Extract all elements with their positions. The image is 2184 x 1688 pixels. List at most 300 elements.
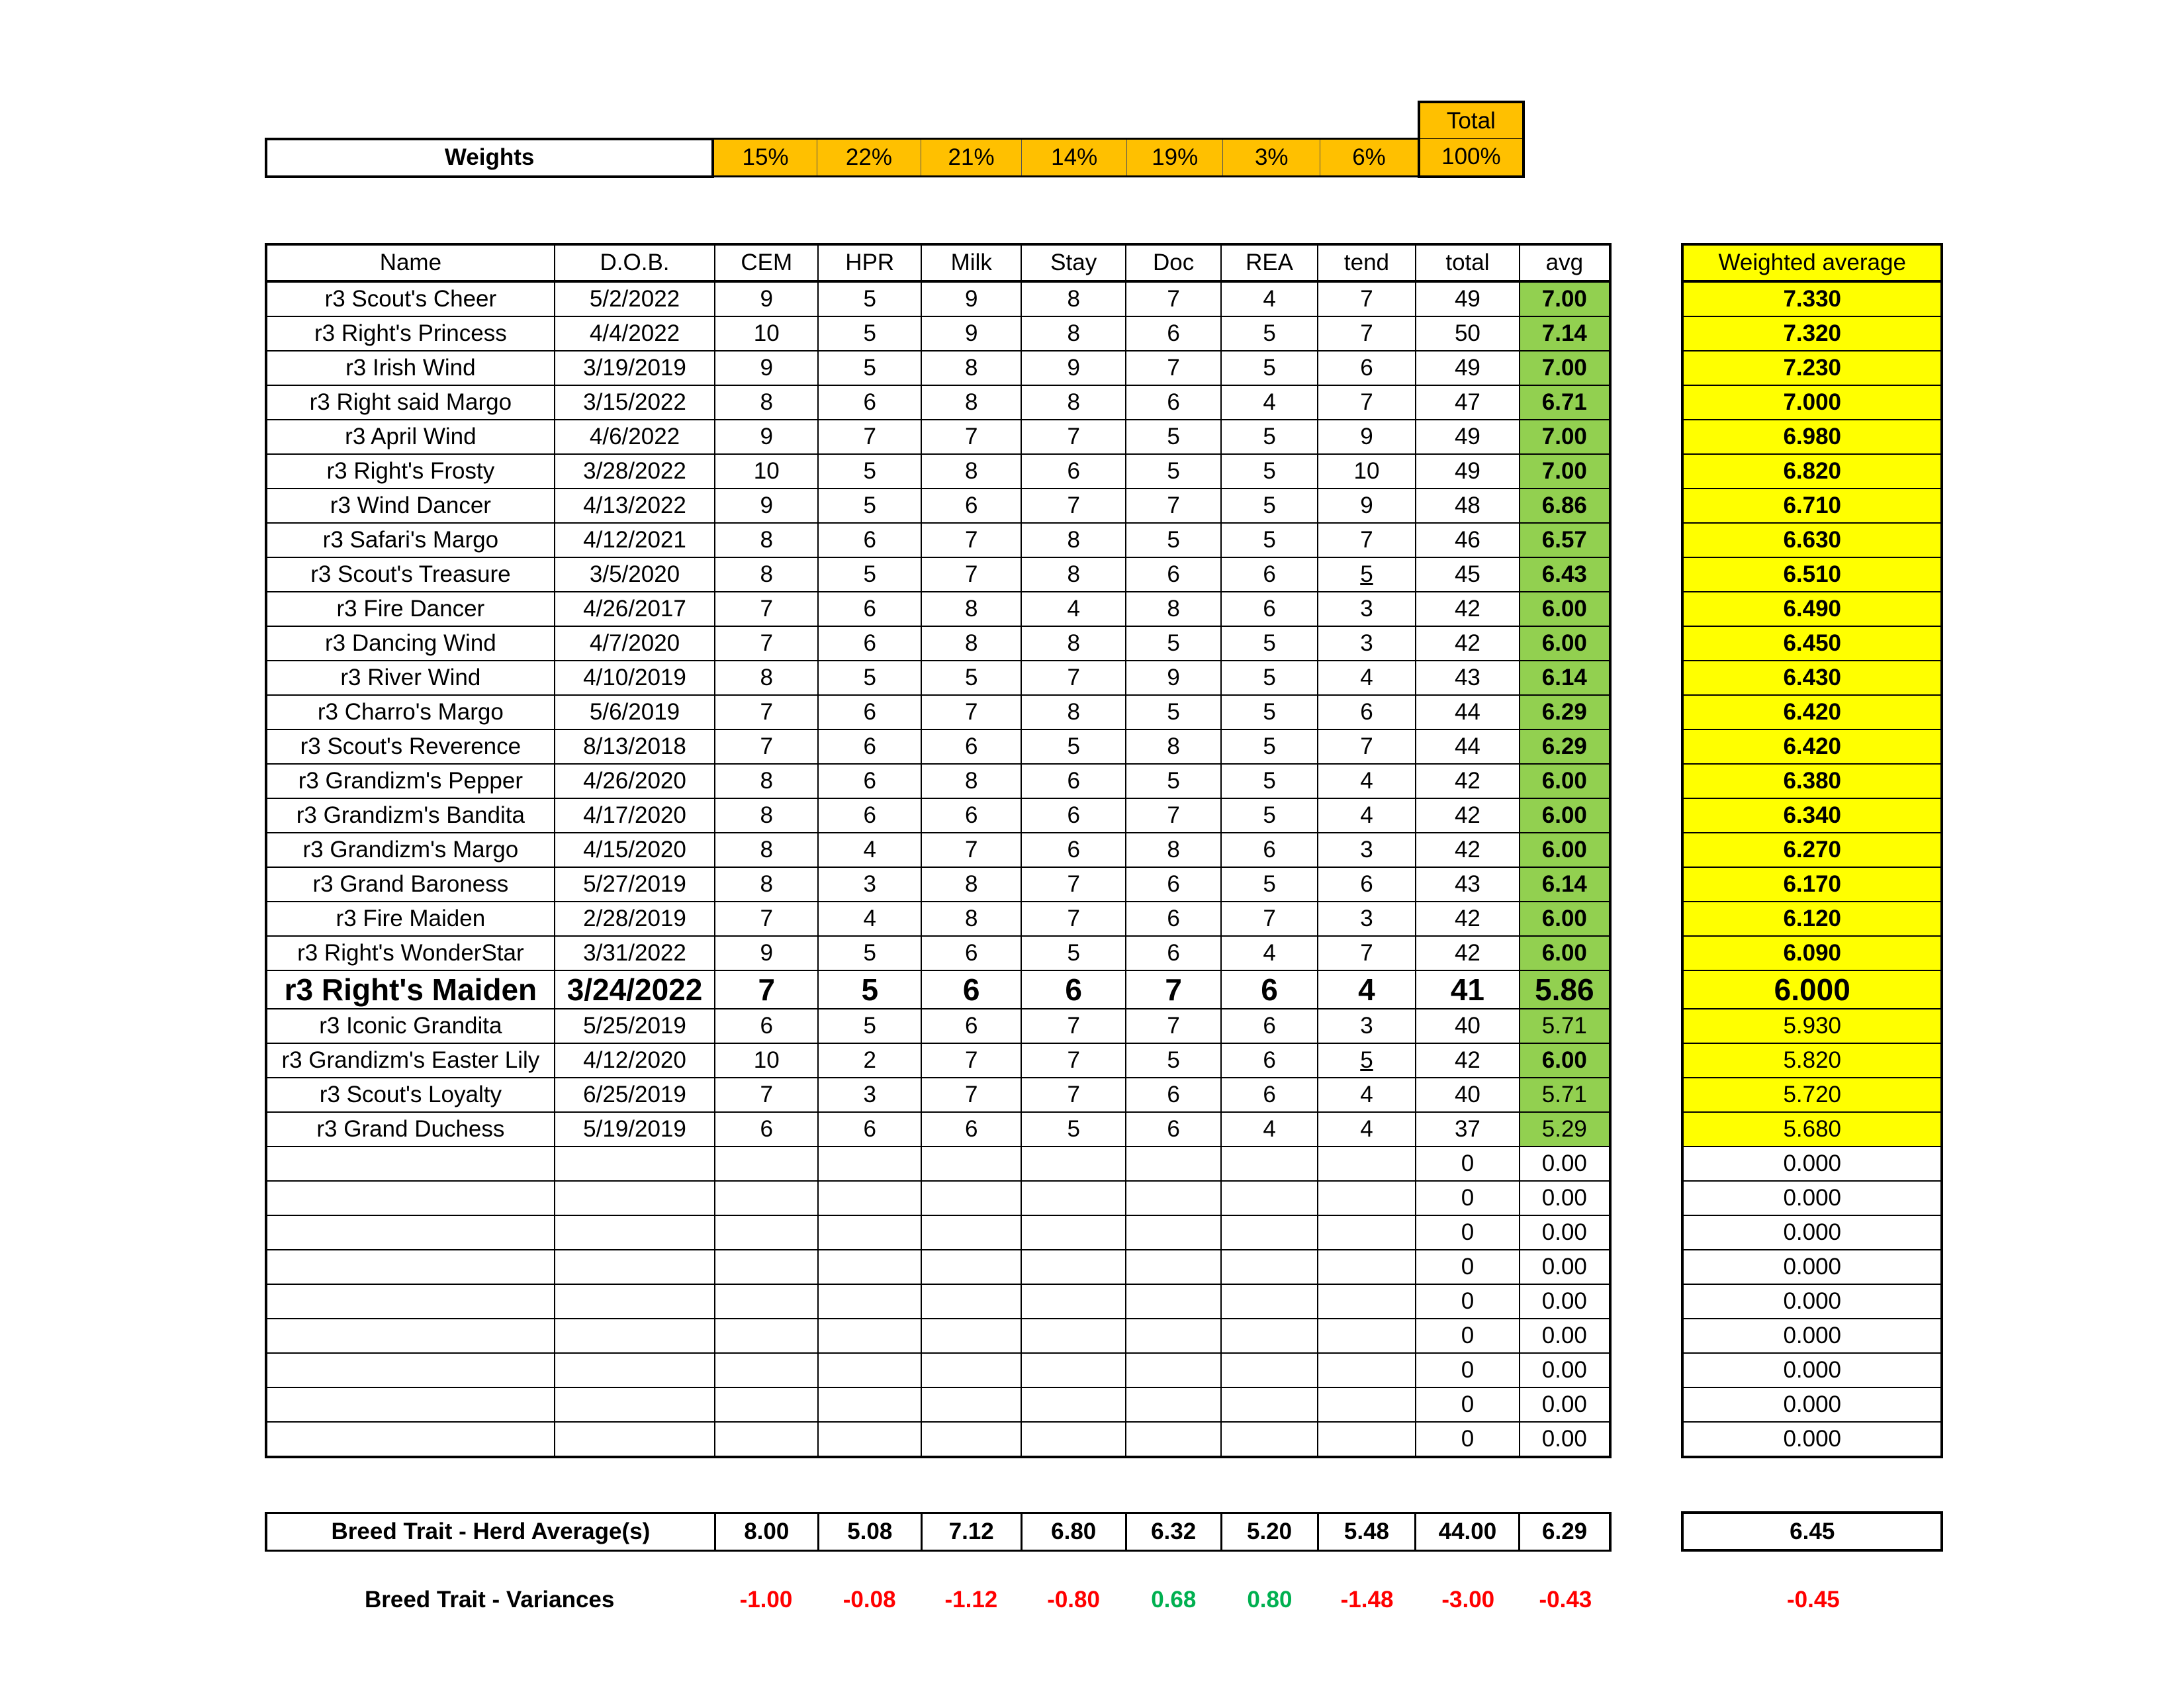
cell-cem[interactable]: 9 <box>715 351 818 385</box>
cell-stay[interactable]: 6 <box>1021 798 1126 833</box>
cell-milk[interactable]: 7 <box>921 1043 1021 1078</box>
cell-hpr[interactable]: 5 <box>818 936 921 970</box>
cell-milk[interactable]: 9 <box>921 281 1021 316</box>
cell-milk[interactable]: 7 <box>921 695 1021 729</box>
cell-rea[interactable]: 6 <box>1221 592 1318 626</box>
cell-doc[interactable]: 5 <box>1126 454 1221 489</box>
cell-dob[interactable] <box>555 1319 715 1353</box>
cell-weighted-average[interactable]: 0.000 <box>1682 1147 1942 1181</box>
cell-hpr[interactable]: 6 <box>818 626 921 661</box>
cell-total[interactable]: 43 <box>1416 661 1520 695</box>
cell-milk[interactable] <box>921 1387 1021 1422</box>
cell-hpr[interactable] <box>818 1147 921 1181</box>
cell-total[interactable]: 42 <box>1416 592 1520 626</box>
cell-total[interactable]: 45 <box>1416 557 1520 592</box>
cell-doc[interactable]: 8 <box>1126 833 1221 867</box>
cell-hpr[interactable]: 5 <box>818 489 921 523</box>
cell-avg[interactable]: 0.00 <box>1520 1284 1610 1319</box>
cell-avg[interactable]: 0.00 <box>1520 1422 1610 1457</box>
cell-doc[interactable] <box>1126 1284 1221 1319</box>
cell-stay[interactable]: 8 <box>1021 385 1126 420</box>
cell-name[interactable]: r3 Right said Margo <box>266 385 555 420</box>
cell-rea[interactable]: 6 <box>1221 1009 1318 1043</box>
cell-cem[interactable]: 7 <box>715 902 818 936</box>
cell-doc[interactable]: 7 <box>1126 1009 1221 1043</box>
cell-cem[interactable]: 10 <box>715 454 818 489</box>
cell-name[interactable] <box>266 1250 555 1284</box>
cell-tend[interactable] <box>1318 1181 1416 1215</box>
cell-stay[interactable]: 8 <box>1021 316 1126 351</box>
cell-weighted-average[interactable]: 5.820 <box>1682 1043 1942 1078</box>
cell-avg[interactable]: 6.00 <box>1520 902 1610 936</box>
cell-hpr[interactable]: 5 <box>818 351 921 385</box>
cell-tend[interactable]: 7 <box>1318 936 1416 970</box>
cell-stay[interactable] <box>1021 1422 1126 1457</box>
cell-avg[interactable]: 7.00 <box>1520 351 1610 385</box>
cell-hpr[interactable]: 6 <box>818 592 921 626</box>
cell-rea[interactable]: 6 <box>1221 970 1318 1009</box>
cell-dob[interactable]: 3/31/2022 <box>555 936 715 970</box>
cell-rea[interactable]: 4 <box>1221 281 1318 316</box>
cell-name[interactable] <box>266 1353 555 1387</box>
cell-avg[interactable]: 5.29 <box>1520 1112 1610 1147</box>
cell-milk[interactable]: 8 <box>921 626 1021 661</box>
cell-doc[interactable]: 6 <box>1126 936 1221 970</box>
cell-cem[interactable]: 8 <box>715 557 818 592</box>
cell-avg[interactable]: 7.00 <box>1520 420 1610 454</box>
cell-avg[interactable]: 6.00 <box>1520 626 1610 661</box>
cell-doc[interactable] <box>1126 1147 1221 1181</box>
cell-rea[interactable]: 7 <box>1221 902 1318 936</box>
cell-tend[interactable] <box>1318 1147 1416 1181</box>
cell-avg[interactable]: 7.14 <box>1520 316 1610 351</box>
cell-rea[interactable]: 5 <box>1221 420 1318 454</box>
cell-hpr[interactable]: 5 <box>818 454 921 489</box>
cell-hpr[interactable] <box>818 1250 921 1284</box>
cell-name[interactable]: r3 Iconic Grandita <box>266 1009 555 1043</box>
cell-tend[interactable] <box>1318 1353 1416 1387</box>
cell-doc[interactable]: 6 <box>1126 557 1221 592</box>
cell-weighted-average[interactable]: 6.630 <box>1682 523 1942 557</box>
cell-name[interactable]: r3 Scout's Reverence <box>266 729 555 764</box>
cell-stay[interactable]: 6 <box>1021 454 1126 489</box>
cell-total[interactable]: 48 <box>1416 489 1520 523</box>
cell-total[interactable]: 0 <box>1416 1284 1520 1319</box>
weight-hpr[interactable]: 22% <box>817 139 921 177</box>
cell-avg[interactable]: 6.14 <box>1520 661 1610 695</box>
cell-weighted-average[interactable]: 7.320 <box>1682 316 1942 351</box>
cell-rea[interactable] <box>1221 1284 1318 1319</box>
cell-milk[interactable]: 6 <box>921 1112 1021 1147</box>
cell-dob[interactable] <box>555 1422 715 1457</box>
cell-cem[interactable]: 8 <box>715 385 818 420</box>
cell-weighted-average[interactable]: 6.340 <box>1682 798 1942 833</box>
cell-hpr[interactable] <box>818 1319 921 1353</box>
cell-weighted-average[interactable]: 0.000 <box>1682 1215 1942 1250</box>
cell-avg[interactable]: 6.29 <box>1520 695 1610 729</box>
cell-tend[interactable] <box>1318 557 1416 592</box>
cell-rea[interactable]: 6 <box>1221 833 1318 867</box>
cell-doc[interactable]: 8 <box>1126 592 1221 626</box>
cell-tend[interactable] <box>1318 1043 1416 1078</box>
cell-name[interactable]: r3 Charro's Margo <box>266 695 555 729</box>
cell-name[interactable] <box>266 1422 555 1457</box>
cell-cem[interactable]: 6 <box>715 1112 818 1147</box>
cell-rea[interactable]: 5 <box>1221 351 1318 385</box>
cell-dob[interactable]: 2/28/2019 <box>555 902 715 936</box>
cell-hpr[interactable]: 6 <box>818 1112 921 1147</box>
weight-tend[interactable]: 6% <box>1320 139 1419 177</box>
cell-tend[interactable]: 6 <box>1318 867 1416 902</box>
cell-stay[interactable] <box>1021 1147 1126 1181</box>
cell-doc[interactable]: 7 <box>1126 281 1221 316</box>
cell-rea[interactable]: 5 <box>1221 661 1318 695</box>
cell-cem[interactable] <box>715 1147 818 1181</box>
cell-cem[interactable] <box>715 1422 818 1457</box>
cell-hpr[interactable] <box>818 1284 921 1319</box>
cell-milk[interactable] <box>921 1319 1021 1353</box>
cell-doc[interactable]: 7 <box>1126 351 1221 385</box>
cell-cem[interactable] <box>715 1353 818 1387</box>
cell-rea[interactable]: 5 <box>1221 454 1318 489</box>
cell-avg[interactable]: 6.57 <box>1520 523 1610 557</box>
cell-cem[interactable]: 10 <box>715 316 818 351</box>
cell-doc[interactable]: 6 <box>1126 1112 1221 1147</box>
cell-dob[interactable]: 4/12/2021 <box>555 523 715 557</box>
cell-avg[interactable]: 6.14 <box>1520 867 1610 902</box>
cell-cem[interactable]: 9 <box>715 489 818 523</box>
cell-cem[interactable]: 7 <box>715 1078 818 1112</box>
cell-hpr[interactable]: 4 <box>818 902 921 936</box>
cell-weighted-average[interactable]: 0.000 <box>1682 1422 1942 1457</box>
cell-total[interactable]: 42 <box>1416 764 1520 798</box>
cell-total[interactable]: 37 <box>1416 1112 1520 1147</box>
cell-avg[interactable]: 0.00 <box>1520 1319 1610 1353</box>
cell-milk[interactable]: 6 <box>921 970 1021 1009</box>
weight-milk[interactable]: 21% <box>921 139 1022 177</box>
cell-milk[interactable] <box>921 1353 1021 1387</box>
cell-name[interactable]: r3 Grand Baroness <box>266 867 555 902</box>
cell-rea[interactable]: 4 <box>1221 1112 1318 1147</box>
cell-tend[interactable]: 4 <box>1318 1078 1416 1112</box>
cell-doc[interactable] <box>1126 1250 1221 1284</box>
cell-weighted-average[interactable]: 6.420 <box>1682 729 1942 764</box>
cell-dob[interactable]: 4/17/2020 <box>555 798 715 833</box>
cell-dob[interactable]: 3/15/2022 <box>555 385 715 420</box>
cell-rea[interactable] <box>1221 1147 1318 1181</box>
cell-stay[interactable]: 6 <box>1021 764 1126 798</box>
cell-tend[interactable]: 6 <box>1318 695 1416 729</box>
cell-milk[interactable]: 6 <box>921 936 1021 970</box>
cell-tend[interactable] <box>1318 1215 1416 1250</box>
cell-name[interactable] <box>266 1215 555 1250</box>
cell-doc[interactable] <box>1126 1181 1221 1215</box>
cell-weighted-average[interactable]: 0.000 <box>1682 1319 1942 1353</box>
cell-weighted-average[interactable]: 6.710 <box>1682 489 1942 523</box>
cell-name[interactable]: r3 Grandizm's Easter Lily <box>266 1043 555 1078</box>
cell-hpr[interactable]: 5 <box>818 316 921 351</box>
cell-rea[interactable] <box>1221 1422 1318 1457</box>
cell-stay[interactable] <box>1021 1284 1126 1319</box>
cell-tend[interactable]: 3 <box>1318 833 1416 867</box>
cell-dob[interactable]: 3/5/2020 <box>555 557 715 592</box>
cell-hpr[interactable]: 6 <box>818 729 921 764</box>
cell-avg[interactable]: 6.00 <box>1520 764 1610 798</box>
cell-name[interactable]: r3 Fire Dancer <box>266 592 555 626</box>
cell-milk[interactable]: 8 <box>921 764 1021 798</box>
cell-name[interactable]: r3 Safari's Margo <box>266 523 555 557</box>
cell-name[interactable] <box>266 1284 555 1319</box>
cell-stay[interactable] <box>1021 1353 1126 1387</box>
cell-cem[interactable] <box>715 1215 818 1250</box>
cell-weighted-average[interactable]: 6.090 <box>1682 936 1942 970</box>
cell-name[interactable]: r3 Scout's Treasure <box>266 557 555 592</box>
cell-tend[interactable]: 4 <box>1318 798 1416 833</box>
cell-milk[interactable]: 5 <box>921 661 1021 695</box>
cell-milk[interactable]: 6 <box>921 1009 1021 1043</box>
cell-stay[interactable]: 8 <box>1021 695 1126 729</box>
cell-name[interactable]: r3 Grandizm's Bandita <box>266 798 555 833</box>
cell-dob[interactable]: 4/15/2020 <box>555 833 715 867</box>
cell-total[interactable]: 0 <box>1416 1147 1520 1181</box>
cell-avg[interactable]: 6.43 <box>1520 557 1610 592</box>
cell-tend[interactable]: 3 <box>1318 902 1416 936</box>
cell-tend[interactable]: 9 <box>1318 420 1416 454</box>
cell-rea[interactable]: 4 <box>1221 936 1318 970</box>
cell-milk[interactable]: 8 <box>921 454 1021 489</box>
cell-total[interactable]: 44 <box>1416 695 1520 729</box>
cell-total[interactable]: 0 <box>1416 1353 1520 1387</box>
cell-weighted-average[interactable]: 0.000 <box>1682 1250 1942 1284</box>
cell-rea[interactable]: 5 <box>1221 695 1318 729</box>
cell-total[interactable]: 40 <box>1416 1009 1520 1043</box>
cell-total[interactable]: 42 <box>1416 936 1520 970</box>
cell-cem[interactable]: 8 <box>715 764 818 798</box>
cell-milk[interactable]: 8 <box>921 592 1021 626</box>
cell-rea[interactable] <box>1221 1319 1318 1353</box>
cell-total[interactable]: 49 <box>1416 420 1520 454</box>
cell-hpr[interactable]: 6 <box>818 798 921 833</box>
cell-cem[interactable]: 9 <box>715 281 818 316</box>
cell-hpr[interactable]: 6 <box>818 523 921 557</box>
cell-doc[interactable]: 6 <box>1126 316 1221 351</box>
cell-dob[interactable]: 4/10/2019 <box>555 661 715 695</box>
cell-avg[interactable]: 6.00 <box>1520 936 1610 970</box>
cell-name[interactable]: r3 Grandizm's Pepper <box>266 764 555 798</box>
cell-dob[interactable]: 3/24/2022 <box>555 970 715 1009</box>
cell-tend[interactable]: 9 <box>1318 489 1416 523</box>
cell-milk[interactable] <box>921 1147 1021 1181</box>
cell-name[interactable] <box>266 1147 555 1181</box>
cell-hpr[interactable]: 3 <box>818 867 921 902</box>
cell-cem[interactable]: 9 <box>715 936 818 970</box>
cell-dob[interactable]: 3/28/2022 <box>555 454 715 489</box>
cell-tend[interactable]: 6 <box>1318 351 1416 385</box>
cell-rea[interactable]: 5 <box>1221 764 1318 798</box>
cell-weighted-average[interactable]: 6.820 <box>1682 454 1942 489</box>
cell-name[interactable]: r3 Right's Princess <box>266 316 555 351</box>
cell-avg[interactable]: 0.00 <box>1520 1215 1610 1250</box>
cell-cem[interactable]: 7 <box>715 592 818 626</box>
cell-avg[interactable]: 6.00 <box>1520 798 1610 833</box>
cell-tend[interactable]: 4 <box>1318 970 1416 1009</box>
cell-cem[interactable]: 8 <box>715 867 818 902</box>
cell-milk[interactable]: 8 <box>921 385 1021 420</box>
cell-avg[interactable]: 5.71 <box>1520 1009 1610 1043</box>
cell-avg[interactable]: 6.00 <box>1520 592 1610 626</box>
cell-name[interactable]: r3 Fire Maiden <box>266 902 555 936</box>
cell-name[interactable]: r3 River Wind <box>266 661 555 695</box>
cell-weighted-average[interactable]: 0.000 <box>1682 1353 1942 1387</box>
cell-rea[interactable]: 5 <box>1221 523 1318 557</box>
cell-total[interactable]: 42 <box>1416 626 1520 661</box>
cell-name[interactable]: r3 Right's Frosty <box>266 454 555 489</box>
cell-avg[interactable]: 0.00 <box>1520 1147 1610 1181</box>
cell-doc[interactable]: 6 <box>1126 902 1221 936</box>
cell-milk[interactable]: 6 <box>921 489 1021 523</box>
cell-weighted-average[interactable]: 5.930 <box>1682 1009 1942 1043</box>
cell-hpr[interactable]: 5 <box>818 281 921 316</box>
weight-rea[interactable]: 3% <box>1223 139 1320 177</box>
cell-avg[interactable]: 6.00 <box>1520 833 1610 867</box>
cell-cem[interactable]: 8 <box>715 523 818 557</box>
cell-total[interactable]: 0 <box>1416 1319 1520 1353</box>
cell-milk[interactable]: 6 <box>921 729 1021 764</box>
cell-rea[interactable]: 5 <box>1221 626 1318 661</box>
cell-weighted-average[interactable]: 6.170 <box>1682 867 1942 902</box>
cell-rea[interactable]: 5 <box>1221 489 1318 523</box>
cell-hpr[interactable]: 6 <box>818 695 921 729</box>
cell-name[interactable]: r3 Right's Maiden <box>266 970 555 1009</box>
cell-doc[interactable] <box>1126 1319 1221 1353</box>
cell-cem[interactable]: 9 <box>715 420 818 454</box>
cell-weighted-average[interactable]: 6.380 <box>1682 764 1942 798</box>
cell-hpr[interactable]: 6 <box>818 385 921 420</box>
cell-rea[interactable]: 6 <box>1221 557 1318 592</box>
cell-milk[interactable]: 8 <box>921 867 1021 902</box>
cell-dob[interactable]: 5/25/2019 <box>555 1009 715 1043</box>
cell-tend[interactable]: 7 <box>1318 316 1416 351</box>
cell-milk[interactable] <box>921 1250 1021 1284</box>
cell-milk[interactable]: 7 <box>921 1078 1021 1112</box>
cell-doc[interactable] <box>1126 1387 1221 1422</box>
cell-total[interactable]: 47 <box>1416 385 1520 420</box>
cell-stay[interactable]: 9 <box>1021 351 1126 385</box>
cell-name[interactable]: r3 Grand Duchess <box>266 1112 555 1147</box>
cell-cem[interactable]: 7 <box>715 626 818 661</box>
cell-doc[interactable]: 5 <box>1126 695 1221 729</box>
cell-doc[interactable]: 5 <box>1126 1043 1221 1078</box>
cell-dob[interactable]: 3/19/2019 <box>555 351 715 385</box>
cell-avg[interactable]: 7.00 <box>1520 454 1610 489</box>
cell-stay[interactable]: 7 <box>1021 1009 1126 1043</box>
cell-avg[interactable]: 0.00 <box>1520 1181 1610 1215</box>
cell-dob[interactable]: 4/6/2022 <box>555 420 715 454</box>
cell-cem[interactable]: 6 <box>715 1009 818 1043</box>
cell-cem[interactable] <box>715 1319 818 1353</box>
cell-total[interactable]: 49 <box>1416 454 1520 489</box>
cell-milk[interactable]: 7 <box>921 833 1021 867</box>
cell-dob[interactable] <box>555 1147 715 1181</box>
cell-hpr[interactable] <box>818 1422 921 1457</box>
cell-hpr[interactable]: 6 <box>818 764 921 798</box>
cell-cem[interactable] <box>715 1181 818 1215</box>
cell-stay[interactable]: 7 <box>1021 420 1126 454</box>
cell-tend[interactable]: 10 <box>1318 454 1416 489</box>
cell-stay[interactable]: 7 <box>1021 902 1126 936</box>
cell-stay[interactable]: 5 <box>1021 1112 1126 1147</box>
cell-dob[interactable] <box>555 1250 715 1284</box>
cell-hpr[interactable]: 5 <box>818 661 921 695</box>
cell-tend[interactable]: 7 <box>1318 523 1416 557</box>
cell-dob[interactable] <box>555 1215 715 1250</box>
cell-avg[interactable]: 5.86 <box>1520 970 1610 1009</box>
cell-doc[interactable]: 6 <box>1126 867 1221 902</box>
cell-milk[interactable] <box>921 1284 1021 1319</box>
cell-hpr[interactable]: 5 <box>818 970 921 1009</box>
cell-tend[interactable]: 3 <box>1318 592 1416 626</box>
cell-rea[interactable] <box>1221 1181 1318 1215</box>
cell-cem[interactable] <box>715 1284 818 1319</box>
cell-cem[interactable]: 8 <box>715 798 818 833</box>
cell-rea[interactable]: 5 <box>1221 316 1318 351</box>
cell-name[interactable]: r3 Dancing Wind <box>266 626 555 661</box>
cell-milk[interactable]: 7 <box>921 557 1021 592</box>
cell-hpr[interactable]: 5 <box>818 557 921 592</box>
cell-total[interactable]: 0 <box>1416 1215 1520 1250</box>
cell-dob[interactable]: 4/7/2020 <box>555 626 715 661</box>
cell-total[interactable]: 0 <box>1416 1250 1520 1284</box>
cell-doc[interactable]: 5 <box>1126 523 1221 557</box>
cell-cem[interactable] <box>715 1250 818 1284</box>
cell-stay[interactable] <box>1021 1319 1126 1353</box>
cell-doc[interactable]: 9 <box>1126 661 1221 695</box>
cell-total[interactable]: 0 <box>1416 1422 1520 1457</box>
cell-dob[interactable]: 5/2/2022 <box>555 281 715 316</box>
cell-tend[interactable]: 7 <box>1318 385 1416 420</box>
cell-milk[interactable] <box>921 1181 1021 1215</box>
cell-stay[interactable]: 4 <box>1021 592 1126 626</box>
cell-weighted-average[interactable]: 5.680 <box>1682 1112 1942 1147</box>
cell-weighted-average[interactable]: 7.230 <box>1682 351 1942 385</box>
cell-tend[interactable]: 7 <box>1318 729 1416 764</box>
cell-dob[interactable]: 4/12/2020 <box>555 1043 715 1078</box>
cell-dob[interactable]: 4/26/2017 <box>555 592 715 626</box>
cell-doc[interactable]: 5 <box>1126 626 1221 661</box>
cell-weighted-average[interactable]: 5.720 <box>1682 1078 1942 1112</box>
cell-hpr[interactable]: 7 <box>818 420 921 454</box>
cell-rea[interactable] <box>1221 1215 1318 1250</box>
cell-avg[interactable]: 7.00 <box>1520 281 1610 316</box>
cell-stay[interactable] <box>1021 1181 1126 1215</box>
cell-avg[interactable]: 6.86 <box>1520 489 1610 523</box>
cell-dob[interactable]: 4/26/2020 <box>555 764 715 798</box>
cell-avg[interactable]: 0.00 <box>1520 1250 1610 1284</box>
cell-tend[interactable]: 4 <box>1318 661 1416 695</box>
cell-name[interactable]: r3 Irish Wind <box>266 351 555 385</box>
cell-stay[interactable]: 5 <box>1021 729 1126 764</box>
weight-doc[interactable]: 19% <box>1127 139 1223 177</box>
cell-stay[interactable]: 5 <box>1021 936 1126 970</box>
weight-cem[interactable]: 15% <box>713 139 817 177</box>
cell-stay[interactable]: 8 <box>1021 557 1126 592</box>
cell-milk[interactable]: 8 <box>921 351 1021 385</box>
cell-cem[interactable] <box>715 1387 818 1422</box>
cell-milk[interactable]: 8 <box>921 902 1021 936</box>
cell-rea[interactable] <box>1221 1387 1318 1422</box>
cell-stay[interactable]: 7 <box>1021 489 1126 523</box>
cell-weighted-average[interactable]: 6.270 <box>1682 833 1942 867</box>
